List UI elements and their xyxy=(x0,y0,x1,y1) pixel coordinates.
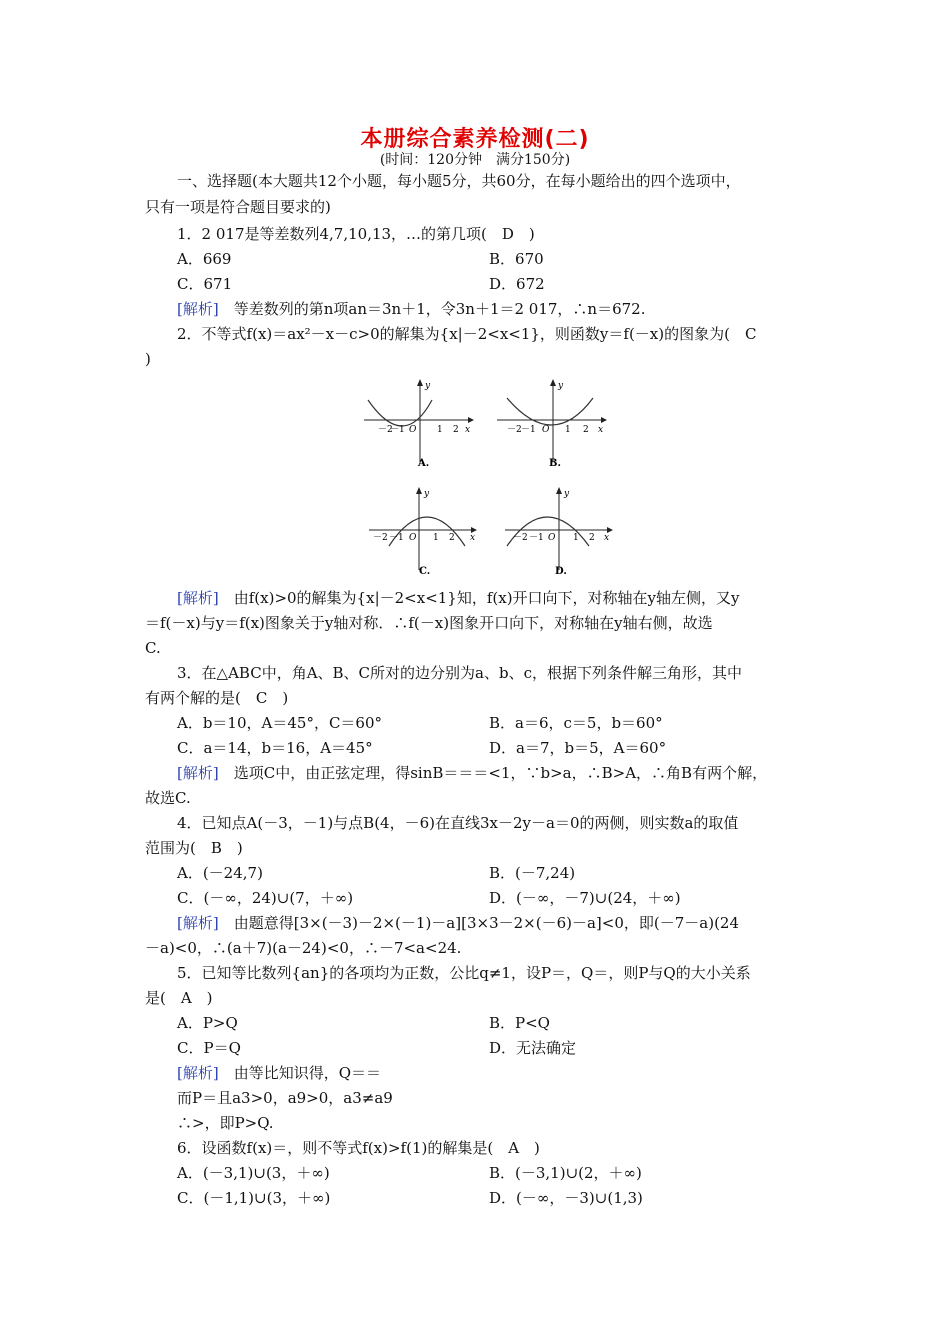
q6-option-a: A．(－3,1)∪(3，＋∞) xyxy=(177,1164,330,1182)
q5-analysis-line3: ∴>，即P>Q. xyxy=(177,1114,274,1132)
q1-option-a: A．669 xyxy=(177,250,232,268)
q3-analysis-text1: 选项C中，由正弦定理，得sinB＝＝＝<1，∵b>a，∴B>A，∴角B有两个解， xyxy=(233,764,768,782)
graph-c-origin: O xyxy=(409,533,417,543)
page-title: 本册综合素养检测(二) xyxy=(360,127,590,152)
graph-c-y-label: y xyxy=(424,489,430,499)
graph-d-tick-2: 2 xyxy=(589,533,595,543)
graph-c-tick-2: 2 xyxy=(449,533,455,543)
q1-analysis xyxy=(177,299,646,319)
q2-analysis-line2: ＝f(－x)与y＝f(x)图象关于y轴对称．∴f(－x)图象开口向下，对称轴在y轴右侧，故选 xyxy=(145,614,713,632)
q4-option-a: A．(－24,7) xyxy=(177,864,263,882)
analysis-tag: [解析] xyxy=(177,589,219,607)
q5-option-d: D．无法确定 xyxy=(489,1039,577,1057)
q2-analysis-text1: 由f(x)>0的解集为{x|－2<x<1}知，f(x)开口向下，对称轴在y轴左侧，又y xyxy=(233,589,740,607)
q3-option-a: A．b＝10，A＝45°，C＝60° xyxy=(177,714,383,732)
graph-c-tick-1: 1 xyxy=(433,533,439,543)
graph-b-label: B. xyxy=(549,458,561,469)
graph-a-tick-neg2: －2 xyxy=(378,425,393,435)
q4-option-d: D．(－∞，－7)∪(24，＋∞) xyxy=(489,889,681,907)
q1-option-d: D．672 xyxy=(489,275,545,293)
graph-c-tick-neg1: －1 xyxy=(389,533,404,543)
q1-option-c: C．671 xyxy=(177,275,233,293)
q2-graph-c xyxy=(367,484,487,579)
q6-option-c: C．(－1,1)∪(3，＋∞) xyxy=(177,1189,331,1207)
q1-analysis-text: 等差数列的第n项an＝3n＋1，令3n＋1＝2 017，∴n＝672. xyxy=(233,300,646,318)
analysis-tag: [解析] xyxy=(177,300,219,318)
graph-b-tick-neg1: －1 xyxy=(521,425,536,435)
q5-analysis-text1: 由等比知识得，Q＝＝ xyxy=(233,1064,382,1082)
q3-stem-line2: 有两个解的是( C ) xyxy=(145,689,289,707)
q1-option-b: B．670 xyxy=(489,250,544,268)
q6-option-d: D．(－∞，－3)∪(1,3) xyxy=(489,1189,643,1207)
graph-a-tick-2: 2 xyxy=(453,425,459,435)
q4-stem-line1: 4．已知点A(－3，－1)与点B(4，－6)在直线3x－2y－a＝0的两侧，则实数a的取值 xyxy=(177,814,739,832)
graph-b-tick-2: 2 xyxy=(583,425,589,435)
q5-stem-line1: 5．已知等比数列{an}的各项均为正数，公比q≠1，设P＝，Q＝，则P与Q的大小关系 xyxy=(177,964,751,982)
q4-option-b: B．(－7,24) xyxy=(489,864,576,882)
q3-stem-line1: 3．在△ABC中，角A、B、C所对的边分别为a、b、c，根据下列条件解三角形，其中 xyxy=(177,664,742,682)
section-heading-line1: 一、选择题(本大题共12个小题，每小题5分，共60分，在每小题给出的四个选项中， xyxy=(177,172,741,190)
q5-option-c: C．P＝Q xyxy=(177,1039,241,1057)
q4-stem-line2: 范围为( B ) xyxy=(145,839,243,857)
q2-analysis-line1 xyxy=(177,588,740,608)
q4-analysis-text1: 由题意得[3×(－3)－2×(－1)－a][3×3－2×(－6)－a]<0，即(－7－a)(24 xyxy=(233,914,740,932)
analysis-tag: [解析] xyxy=(177,764,219,782)
graph-b-x-label: x xyxy=(598,425,604,435)
graph-a-x-label: x xyxy=(465,425,471,435)
graph-a-tick-neg1: －1 xyxy=(390,425,405,435)
q5-stem-line2: 是( A ) xyxy=(145,989,213,1007)
graph-b-y-label: y xyxy=(558,381,564,391)
graph-d-label: D. xyxy=(555,566,567,577)
q2-stem-line1: 2．不等式f(x)＝ax²－x－c>0的解集为{x|－2<x<1}，则函数y＝f(－x)的图象为( C xyxy=(177,325,757,343)
graph-b-tick-1: 1 xyxy=(565,425,571,435)
q5-option-a: A．P>Q xyxy=(177,1014,238,1032)
q6-option-b: B．(－3,1)∪(2，＋∞) xyxy=(489,1164,642,1182)
graph-c-tick-neg2: －2 xyxy=(373,533,388,543)
q3-option-b: B．a＝6，c＝5，b＝60° xyxy=(489,714,663,732)
q2-graph-a xyxy=(362,376,482,471)
q5-analysis-line1 xyxy=(177,1063,381,1083)
graph-a-tick-1: 1 xyxy=(437,425,443,435)
graph-c-x-label: x xyxy=(470,533,476,543)
q3-option-d: D．a＝7，b＝5，A＝60° xyxy=(489,739,667,757)
q4-analysis-line2: －a)<0，∴(a＋7)(a－24)<0，∴－7<a<24. xyxy=(145,939,462,957)
graph-d-x-label: x xyxy=(604,533,610,543)
graph-c-label: C. xyxy=(419,566,431,577)
graph-b-origin: O xyxy=(542,425,550,435)
q4-analysis-line1 xyxy=(177,913,739,933)
q1-stem: 1．2 017是等差数列4,7,10,13，…的第几项( D ) xyxy=(177,225,535,243)
graph-d-y-label: y xyxy=(564,489,570,499)
q6-stem: 6．设函数f(x)＝，则不等式f(x)>f(1)的解集是( A ) xyxy=(177,1139,540,1157)
graph-d-origin: O xyxy=(548,533,556,543)
q3-analysis-line1 xyxy=(177,763,767,783)
q5-analysis-line2: 而P＝且a3>0，a9>0，a3≠a9 xyxy=(177,1089,393,1107)
q2-stem-line2: ) xyxy=(145,350,151,368)
q4-option-c: C．(－∞，24)∪(7，＋∞) xyxy=(177,889,354,907)
section-heading-line2: 只有一项是符合题目要求的) xyxy=(145,198,331,216)
graph-d-tick-1: 1 xyxy=(573,533,579,543)
analysis-tag: [解析] xyxy=(177,914,219,932)
graph-d-tick-neg1: －1 xyxy=(529,533,544,543)
exam-time-info: (时间：120分钟 满分150分) xyxy=(379,152,571,168)
q2-graph-b xyxy=(495,376,615,471)
q3-option-c: C．a＝14，b＝16，A＝45° xyxy=(177,739,373,757)
q2-analysis-line3: C. xyxy=(145,639,161,657)
q5-option-b: B．P<Q xyxy=(489,1014,550,1032)
q3-analysis-line2: 故选C. xyxy=(145,789,191,807)
analysis-tag: [解析] xyxy=(177,1064,219,1082)
graph-a-y-label: y xyxy=(425,381,431,391)
graph-b-tick-neg2: －2 xyxy=(507,425,522,435)
graph-d-tick-neg2: －2 xyxy=(513,533,528,543)
graph-a-origin: O xyxy=(409,425,417,435)
graph-a-label: A. xyxy=(418,458,430,469)
q2-graph-d xyxy=(503,484,623,579)
